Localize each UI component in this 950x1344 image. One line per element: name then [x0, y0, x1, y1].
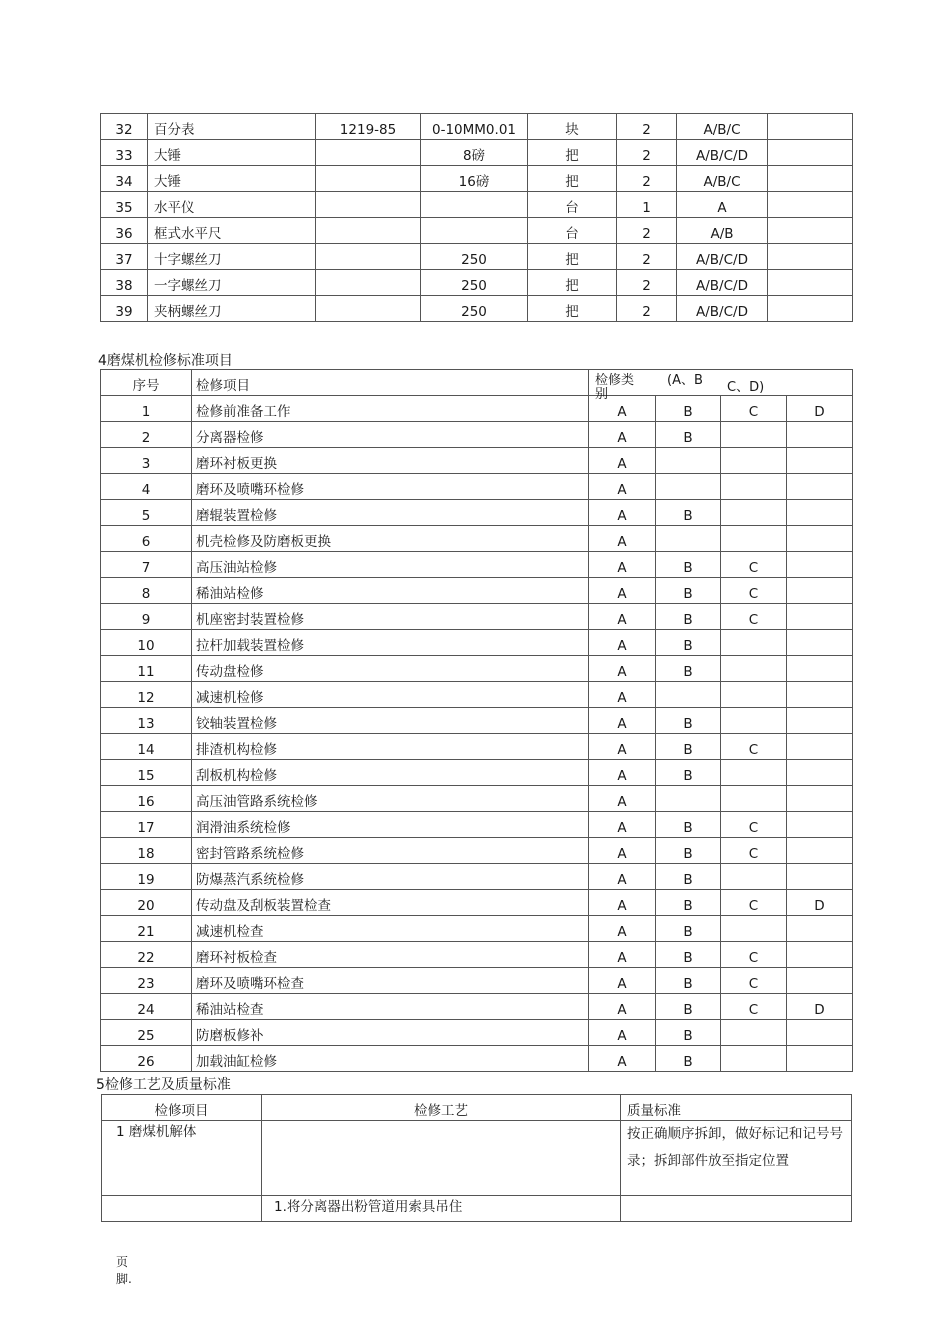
- cell-d: [787, 526, 853, 552]
- cell-item: 检修前准备工作: [192, 396, 589, 422]
- table-row: [101, 1020, 853, 1046]
- cell-name: 水平仪: [148, 192, 316, 218]
- cell-item: 刮板机构检修: [192, 760, 589, 786]
- cell-d: [787, 604, 853, 630]
- cell-c: [721, 760, 787, 786]
- table-row: [101, 192, 853, 218]
- header-category: [589, 370, 853, 402]
- cell-spec: [421, 192, 528, 218]
- cell-a: A: [589, 474, 656, 500]
- cell-item: [102, 1196, 262, 1222]
- cell-no: 12: [101, 682, 192, 708]
- cell-a: A: [589, 422, 656, 448]
- cell-no: 25: [101, 1020, 192, 1046]
- cell-no: 19: [101, 864, 192, 890]
- cell-a: A: [589, 890, 656, 916]
- cell-b: B: [656, 942, 721, 968]
- table-row: [101, 838, 853, 864]
- cell-item: 磨辊装置检修: [192, 500, 589, 526]
- cell-b: [656, 448, 721, 474]
- table-row: [101, 864, 853, 890]
- cell-d: [787, 1046, 853, 1072]
- header-process: 检修工艺: [262, 1095, 621, 1121]
- cell-c: [721, 916, 787, 942]
- table-header-row: [102, 1095, 852, 1121]
- cell-no: 24: [101, 994, 192, 1020]
- cell-qty: 2: [617, 270, 677, 296]
- cell-a: A: [589, 682, 656, 708]
- table-row: [101, 218, 853, 244]
- cell-note: [768, 166, 853, 192]
- cell-b: B: [656, 916, 721, 942]
- cell-note: [768, 270, 853, 296]
- table-row: [101, 140, 853, 166]
- cell-spec: 16磅: [421, 166, 528, 192]
- cell-b: B: [656, 708, 721, 734]
- cell-a: A: [589, 968, 656, 994]
- cell-no: 9: [101, 604, 192, 630]
- footer-line1: 页: [116, 1255, 129, 1269]
- cell-b: B: [656, 864, 721, 890]
- cell-no: 36: [101, 218, 148, 244]
- table-row: [101, 890, 853, 916]
- cell-c: [721, 786, 787, 812]
- cell-no: 5: [101, 500, 192, 526]
- cell-c: [721, 656, 787, 682]
- cell-c: C: [721, 994, 787, 1020]
- cell-b: B: [656, 552, 721, 578]
- cell-d: [787, 812, 853, 838]
- cell-b: B: [656, 994, 721, 1020]
- table-row: [101, 630, 853, 656]
- tools-table: [100, 113, 853, 322]
- cell-model: [316, 244, 421, 270]
- table-row: [101, 682, 853, 708]
- cell-no: 32: [101, 114, 148, 140]
- cell-no: 38: [101, 270, 148, 296]
- cell-a: A: [589, 1020, 656, 1046]
- cell-c: [721, 864, 787, 890]
- cell-a: A: [589, 838, 656, 864]
- cell-name: 大锤: [148, 166, 316, 192]
- cell-no: 1: [101, 396, 192, 422]
- cell-spec: 250: [421, 244, 528, 270]
- table-row: [101, 500, 853, 526]
- cell-b: [656, 474, 721, 500]
- cell-note: [768, 296, 853, 322]
- cell-d: [787, 630, 853, 656]
- cell-b: B: [656, 890, 721, 916]
- table-row: [101, 604, 853, 630]
- process-quality-table: [101, 1094, 852, 1222]
- cell-b: [656, 526, 721, 552]
- cell-b: B: [656, 630, 721, 656]
- table-row: [101, 448, 853, 474]
- table-row: [101, 786, 853, 812]
- cell-item: 机座密封装置检修: [192, 604, 589, 630]
- cell-a: A: [589, 734, 656, 760]
- table-row: [101, 114, 853, 140]
- cell-c: C: [721, 890, 787, 916]
- cell-a: A: [589, 708, 656, 734]
- cell-no: 20: [101, 890, 192, 916]
- cell-c: [721, 500, 787, 526]
- cell-item: 机壳检修及防磨板更换: [192, 526, 589, 552]
- table-row: [101, 968, 853, 994]
- page-footer: [116, 1254, 132, 1288]
- maintenance-items-table: [100, 369, 853, 1072]
- cell-d: D: [787, 890, 853, 916]
- header-item: 检修项目: [192, 370, 589, 396]
- cell-d: [787, 942, 853, 968]
- cell-no: 11: [101, 656, 192, 682]
- table-row: [101, 1046, 853, 1072]
- cell-a: A: [589, 396, 656, 422]
- cell-a: A: [589, 552, 656, 578]
- cell-item: 磨环衬板检查: [192, 942, 589, 968]
- cell-d: D: [787, 994, 853, 1020]
- cell-no: 23: [101, 968, 192, 994]
- cell-a: A: [589, 656, 656, 682]
- cell-no: 8: [101, 578, 192, 604]
- cell-note: [768, 114, 853, 140]
- cell-c: [721, 422, 787, 448]
- cell-c: [721, 526, 787, 552]
- cell-d: [787, 552, 853, 578]
- cell-a: A: [589, 786, 656, 812]
- cell-cat: A/B/C/D: [677, 244, 768, 270]
- header-item: 检修项目: [102, 1095, 262, 1121]
- cell-d: [787, 682, 853, 708]
- cell-item: 分离器检修: [192, 422, 589, 448]
- cell-item: 磨环衬板更换: [192, 448, 589, 474]
- cell-c: C: [721, 812, 787, 838]
- cell-d: D: [787, 396, 853, 422]
- cell-unit: 把: [528, 296, 617, 322]
- cell-no: 7: [101, 552, 192, 578]
- cell-d: [787, 448, 853, 474]
- table-row: [101, 552, 853, 578]
- cell-c: C: [721, 942, 787, 968]
- cell-d: [787, 760, 853, 786]
- cell-no: 34: [101, 166, 148, 192]
- cell-spec: 250: [421, 270, 528, 296]
- cell-a: A: [589, 1046, 656, 1072]
- cell-spec: 250: [421, 296, 528, 322]
- cell-process: [262, 1121, 621, 1196]
- cell-no: 37: [101, 244, 148, 270]
- cell-cat: A/B/C: [677, 166, 768, 192]
- cell-cat: A/B/C/D: [677, 140, 768, 166]
- cell-b: B: [656, 396, 721, 422]
- cell-qty: 2: [617, 218, 677, 244]
- cell-no: 33: [101, 140, 148, 166]
- cell-b: B: [656, 1020, 721, 1046]
- cell-qty: 2: [617, 166, 677, 192]
- cell-cat: A/B/C/D: [677, 296, 768, 322]
- cell-model: [316, 218, 421, 244]
- table-row: [101, 994, 853, 1020]
- cell-qty: 1: [617, 192, 677, 218]
- cell-cat: A/B/C: [677, 114, 768, 140]
- header-cat-label-cont: 别: [595, 387, 609, 402]
- cell-c: [721, 708, 787, 734]
- cell-d: [787, 578, 853, 604]
- cell-cat: A/B/C/D: [677, 270, 768, 296]
- table-row: [101, 734, 853, 760]
- footer-line2: 脚.: [116, 1272, 132, 1286]
- table-row: [101, 708, 853, 734]
- cell-c: C: [721, 396, 787, 422]
- cell-c: [721, 448, 787, 474]
- cell-no: 3: [101, 448, 192, 474]
- cell-b: B: [656, 968, 721, 994]
- table-row: [102, 1196, 852, 1222]
- cell-unit: 台: [528, 218, 617, 244]
- table-row: [101, 244, 853, 270]
- cell-no: 2: [101, 422, 192, 448]
- cell-c: [721, 1046, 787, 1072]
- cell-item: 传动盘检修: [192, 656, 589, 682]
- cell-b: B: [656, 656, 721, 682]
- cell-a: A: [589, 864, 656, 890]
- cell-name: 十字螺丝刀: [148, 244, 316, 270]
- cell-no: 14: [101, 734, 192, 760]
- cell-item: 排渣机构检修: [192, 734, 589, 760]
- cell-note: [768, 192, 853, 218]
- cell-qty: 2: [617, 296, 677, 322]
- cell-d: [787, 734, 853, 760]
- cell-a: A: [589, 448, 656, 474]
- table-row: [101, 656, 853, 682]
- cell-c: C: [721, 578, 787, 604]
- cell-b: B: [656, 422, 721, 448]
- table-row: [101, 526, 853, 552]
- cell-name: 百分表: [148, 114, 316, 140]
- cell-item: 加载油缸检修: [192, 1046, 589, 1072]
- cell-quality: [621, 1196, 852, 1222]
- cell-model: [316, 166, 421, 192]
- cell-model: [316, 296, 421, 322]
- cell-name: 框式水平尺: [148, 218, 316, 244]
- cell-a: A: [589, 994, 656, 1020]
- table-row: [101, 942, 853, 968]
- cell-no: 6: [101, 526, 192, 552]
- cell-c: C: [721, 838, 787, 864]
- table-row: [101, 578, 853, 604]
- cell-no: 13: [101, 708, 192, 734]
- cell-quality: 按正确顺序拆卸，做好标记和记号号录；拆卸部件放至指定位置: [621, 1121, 852, 1196]
- cell-item: 减速机检修: [192, 682, 589, 708]
- cell-item: 拉杆加载装置检修: [192, 630, 589, 656]
- cell-name: 一字螺丝刀: [148, 270, 316, 296]
- cell-d: [787, 1020, 853, 1046]
- cell-note: [768, 140, 853, 166]
- cell-no: 26: [101, 1046, 192, 1072]
- cell-unit: 台: [528, 192, 617, 218]
- cell-note: [768, 218, 853, 244]
- cell-d: [787, 968, 853, 994]
- cell-a: A: [589, 630, 656, 656]
- cell-no: 21: [101, 916, 192, 942]
- cell-unit: 把: [528, 270, 617, 296]
- cell-qty: 2: [617, 114, 677, 140]
- cell-spec: 8磅: [421, 140, 528, 166]
- cell-b: [656, 682, 721, 708]
- cell-item: 传动盘及刮板装置检查: [192, 890, 589, 916]
- cell-item: 密封管路系统检修: [192, 838, 589, 864]
- cell-model: 1219-85: [316, 114, 421, 140]
- cell-c: C: [721, 734, 787, 760]
- cell-item: 磨环及喷嘴环检修: [192, 474, 589, 500]
- cell-d: [787, 500, 853, 526]
- cell-b: [656, 786, 721, 812]
- cell-item: 铰轴装置检修: [192, 708, 589, 734]
- cell-qty: 2: [617, 244, 677, 270]
- cell-item: 防磨板修补: [192, 1020, 589, 1046]
- header-cat-label: 检修类: [595, 373, 635, 388]
- cell-no: 15: [101, 760, 192, 786]
- table-row: [101, 166, 853, 192]
- cell-spec: 0-10MM0.01: [421, 114, 528, 140]
- cell-c: [721, 1020, 787, 1046]
- cell-c: [721, 682, 787, 708]
- cell-d: [787, 422, 853, 448]
- cell-note: [768, 244, 853, 270]
- cell-a: A: [589, 578, 656, 604]
- table-header-row: [101, 370, 853, 396]
- cell-b: B: [656, 760, 721, 786]
- table-row: [102, 1121, 852, 1196]
- section5-title: 5检修工艺及质量标准: [96, 1077, 231, 1093]
- cell-unit: 把: [528, 140, 617, 166]
- table-row: [101, 812, 853, 838]
- section4-title: 4磨煤机检修标准项目: [98, 353, 233, 369]
- cell-c: C: [721, 604, 787, 630]
- cell-c: C: [721, 552, 787, 578]
- table-row: [101, 916, 853, 942]
- table-row: [101, 396, 853, 422]
- cell-no: 16: [101, 786, 192, 812]
- cell-b: B: [656, 812, 721, 838]
- header-cat-cd: C、D): [727, 380, 765, 395]
- cell-no: 10: [101, 630, 192, 656]
- cell-b: B: [656, 838, 721, 864]
- cell-a: A: [589, 942, 656, 968]
- cell-item: 稀油站检查: [192, 994, 589, 1020]
- cell-item: 1 磨煤机解体: [102, 1121, 262, 1196]
- cell-no: 39: [101, 296, 148, 322]
- cell-c: [721, 474, 787, 500]
- cell-name: 大锤: [148, 140, 316, 166]
- cell-b: B: [656, 1046, 721, 1072]
- cell-name: 夹柄螺丝刀: [148, 296, 316, 322]
- cell-model: [316, 140, 421, 166]
- cell-d: [787, 916, 853, 942]
- cell-a: A: [589, 526, 656, 552]
- cell-a: A: [589, 500, 656, 526]
- cell-model: [316, 270, 421, 296]
- cell-item: 稀油站检修: [192, 578, 589, 604]
- cell-model: [316, 192, 421, 218]
- header-cat-ab: (A、B: [667, 373, 703, 388]
- cell-item: 高压油站检修: [192, 552, 589, 578]
- table-row: [101, 270, 853, 296]
- cell-b: B: [656, 500, 721, 526]
- cell-c: C: [721, 968, 787, 994]
- cell-b: B: [656, 734, 721, 760]
- cell-spec: [421, 218, 528, 244]
- cell-process: 1.将分离器出粉管道用索具吊住: [262, 1196, 621, 1222]
- cell-no: 35: [101, 192, 148, 218]
- cell-d: [787, 864, 853, 890]
- cell-item: 润滑油系统检修: [192, 812, 589, 838]
- cell-a: A: [589, 604, 656, 630]
- cell-unit: 把: [528, 166, 617, 192]
- cell-item: 高压油管路系统检修: [192, 786, 589, 812]
- cell-cat: A/B: [677, 218, 768, 244]
- table-row: [101, 474, 853, 500]
- cell-no: 22: [101, 942, 192, 968]
- cell-no: 18: [101, 838, 192, 864]
- cell-c: [721, 630, 787, 656]
- header-no: 序号: [101, 370, 192, 396]
- cell-d: [787, 656, 853, 682]
- cell-qty: 2: [617, 140, 677, 166]
- cell-no: 17: [101, 812, 192, 838]
- cell-d: [787, 708, 853, 734]
- cell-a: A: [589, 812, 656, 838]
- cell-d: [787, 838, 853, 864]
- cell-item: 磨环及喷嘴环检查: [192, 968, 589, 994]
- cell-item: 防爆蒸汽系统检修: [192, 864, 589, 890]
- cell-a: A: [589, 916, 656, 942]
- cell-item: 减速机检查: [192, 916, 589, 942]
- cell-unit: 块: [528, 114, 617, 140]
- header-quality: 质量标准: [621, 1095, 852, 1121]
- cell-b: B: [656, 604, 721, 630]
- cell-a: A: [589, 760, 656, 786]
- cell-d: [787, 786, 853, 812]
- cell-cat: A: [677, 192, 768, 218]
- cell-d: [787, 474, 853, 500]
- table-row: [101, 296, 853, 322]
- cell-no: 4: [101, 474, 192, 500]
- cell-b: B: [656, 578, 721, 604]
- table-row: [101, 422, 853, 448]
- cell-unit: 把: [528, 244, 617, 270]
- table-row: [101, 760, 853, 786]
